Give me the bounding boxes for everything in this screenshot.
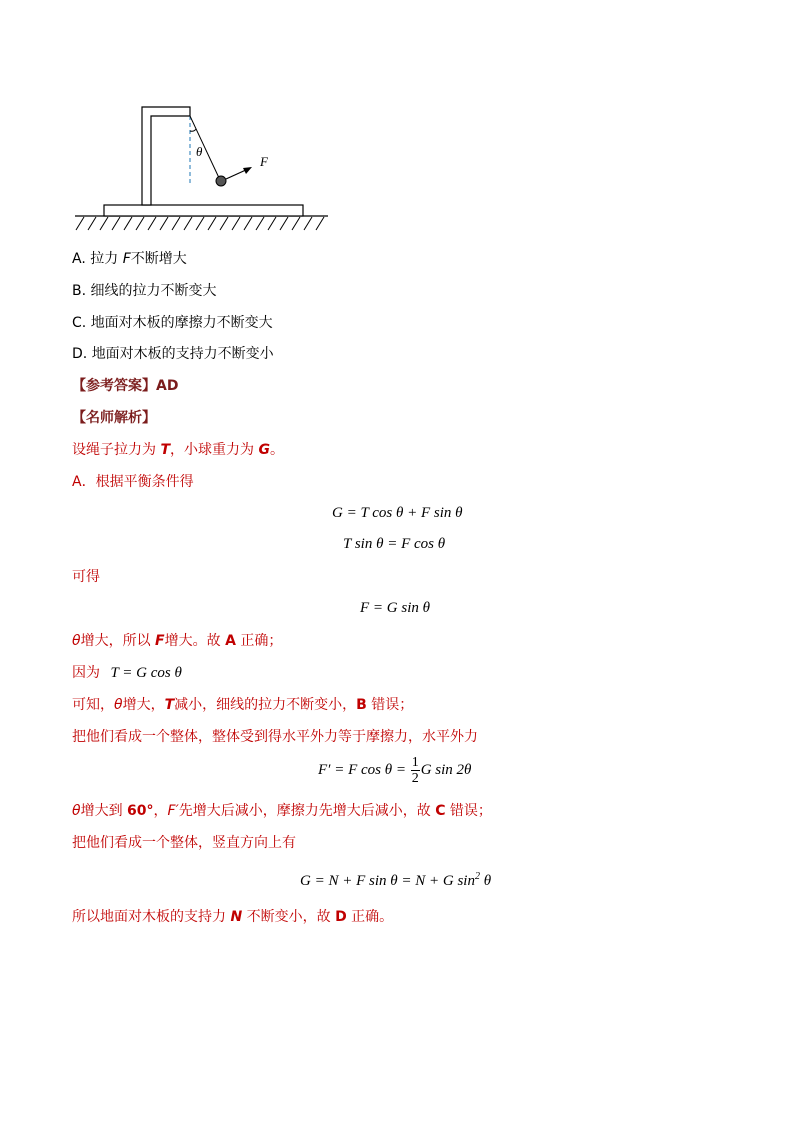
analysis-line-4: θ增大，所以 F增大。故 A 正确； bbox=[72, 633, 283, 649]
analysis-line-6: 可知，θ增大，T减小，细线的拉力不断变小，B 错误； bbox=[72, 697, 414, 713]
reference-answer: 【参考答案】AD bbox=[72, 378, 179, 394]
option-letter: A. bbox=[72, 251, 86, 267]
string bbox=[190, 116, 220, 180]
stand-frame bbox=[142, 107, 190, 205]
fraction-one-half: $\frac{1}{2}$ bbox=[411, 755, 419, 786]
equation-inline: T = G cos θ bbox=[110, 665, 182, 681]
analysis-line-2: A．根据平衡条件得 bbox=[72, 474, 194, 490]
analysis-line-10: 所以地面对木板的支持力 N 不断变小，故 D 正确。 bbox=[72, 909, 394, 925]
analysis-line-1: 设绳子拉力为 T，小球重力为 G。 bbox=[72, 442, 284, 458]
analysis-line-9: 把他们看成一个整体，竖直方向上有 bbox=[72, 835, 296, 851]
option-letter: D. bbox=[72, 346, 88, 362]
analysis-line-7: 把他们看成一个整体，整体受到得水平外力等于摩擦力，水平外力 bbox=[72, 729, 478, 745]
force-arrowhead bbox=[243, 167, 252, 174]
pendulum-figure bbox=[70, 100, 340, 240]
option-c: C. 地面对木板的摩擦力不断变大 bbox=[72, 315, 273, 331]
theta-label: θ bbox=[196, 144, 203, 159]
equation-1: G = T cos θ + F sin θ bbox=[332, 505, 463, 521]
option-letter: B. bbox=[72, 283, 87, 299]
option-letter: C. bbox=[72, 315, 87, 331]
analysis-line-5: 因为 T = G cos θ bbox=[72, 665, 182, 681]
option-b: B. 细线的拉力不断变大 bbox=[72, 283, 217, 299]
angle-arc bbox=[190, 129, 196, 131]
option-d: D. 地面对木板的支持力不断变小 bbox=[72, 346, 274, 362]
ball bbox=[216, 176, 226, 186]
equation-2: T sin θ = F cos θ bbox=[343, 536, 446, 552]
ground-hatching bbox=[76, 217, 324, 230]
equation-5: G = N + F sin θ = N + G $\sin^2 \theta$ bbox=[300, 871, 492, 889]
analysis-heading: 【名师解析】 bbox=[72, 410, 156, 426]
wooden-board bbox=[104, 205, 303, 216]
equation-3: F = G sin θ bbox=[360, 600, 430, 616]
force-label: F bbox=[260, 154, 268, 169]
analysis-line-3: 可得 bbox=[72, 569, 100, 585]
option-a: A. 拉力 F不断增大 bbox=[72, 251, 187, 267]
analysis-line-8: θ增大到 60°，F′先增大后减小，摩擦力先增大后减小，故 C 错误； bbox=[72, 803, 492, 819]
equation-4: F′ = F cos θ = $\frac{1}{2}$ G sin 2θ bbox=[318, 755, 472, 786]
